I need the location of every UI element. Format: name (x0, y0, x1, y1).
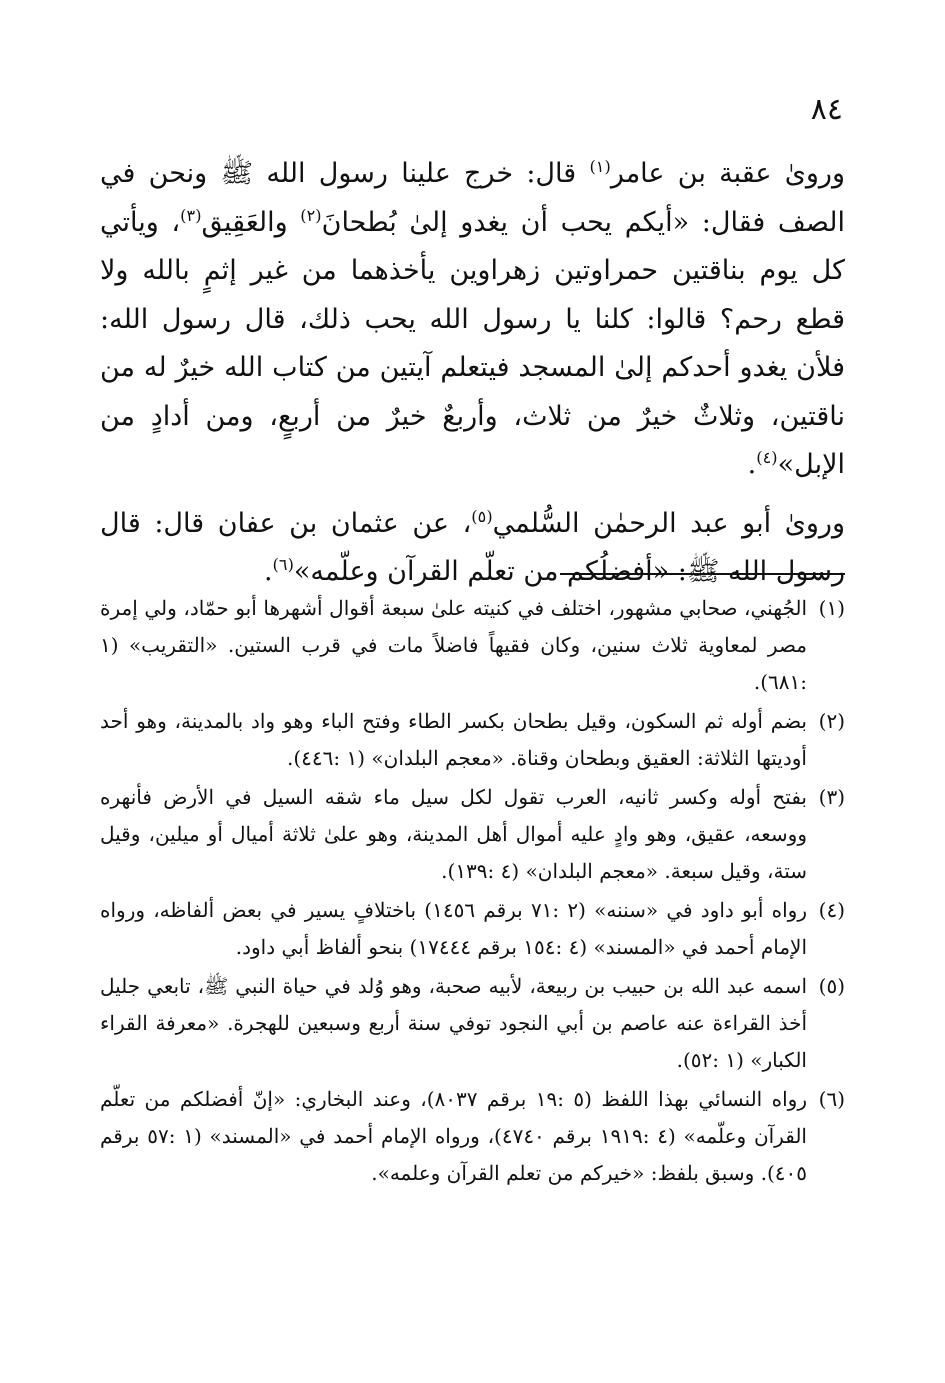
paragraph (100, 150, 845, 490)
footnote-ref: (٥) (471, 506, 493, 526)
footnote (100, 590, 845, 701)
footnote-ref: (٦) (272, 555, 294, 574)
footnote-number: (٥) (818, 974, 845, 998)
paragraph-text: . (747, 449, 757, 480)
footnote (100, 1081, 845, 1192)
footnote (100, 703, 845, 777)
footnote-text: الجُهني، صحابي مشهور، اختلف في كنيته علىٰ سبعة أقوال أشهرها أبو حمّاد، ولي إمرة مصر لمعاوية ثلاث سنين، وكان فقيهاً فاضلاً مات في قرب الستين. «التقريب» (١ :٦٨١). (100, 596, 807, 694)
footnote (100, 968, 845, 1079)
footnote-number: (١) (818, 596, 845, 620)
footnote (100, 779, 845, 890)
paragraph-text: والعَقِيق (201, 206, 301, 238)
paragraph-text: . (263, 556, 273, 587)
footnote-ref: (٣) (180, 205, 202, 225)
paragraph-text: قال: خرج علينا رسول الله ﷺ ونحن في الصف فقال: «أيكم يحب أن يغدو إلىٰ بُطحانَ (100, 158, 845, 238)
footnote-number: (٤) (818, 898, 845, 922)
footnote-number: (٣) (818, 785, 845, 809)
main-text (100, 150, 845, 607)
paragraph-text: ، ويأتي كل يوم بناقتين حمراوتين زهراوين يأخذهما من غير إثمٍ بالله ولا قطع رحم؟ قالوا: كلنا يا رسول الله يحب ذلك، قال رسول الله: فلأن يغدو أحدكم إلىٰ المسجد فيتعلم آيتين من كتاب الله خيرٌ له من ناقتين، وثلاثٌ خيرٌ من ثلاث، وأربعٌ خيرٌ من أربعٍ، ومن أدادٍ من الإبل» (100, 206, 845, 480)
page-number: ٨٤ (810, 92, 843, 127)
footnote-divider (560, 573, 845, 575)
footnote-text: رواه النسائي بهذا اللفظ (٥ :١٩ برقم ٨٠٣٧)، وعند البخاري: «إنّ أفضلكم من تعلّم القرآن وعلّمه» (٤ :١٩١٩ برقم ٤٧٤٠)، ورواه الإمام أحمد في «المسند» (١ :٥٧ برقم ٤٠٥). وسبق بلفظ: «خيركم من تعلم القرآن وعلمه». (100, 1087, 807, 1185)
footnote-ref: (١) (589, 157, 611, 176)
footnote-text: بضم أوله ثم السكون، وقيل بطحان بكسر الطاء وفتح الباء وهو واد بالمدينة، وهو أحد أوديتها الثلاثة: العقيق وبطحان وقناة. «معجم البلدان» (١ :٤٤٦). (100, 709, 807, 770)
footnote-ref: (٤) (756, 448, 778, 467)
paragraph-text: وروىٰ أبو عبد الرحمٰن السُّلمي (492, 507, 845, 539)
footnote-number: (٢) (818, 709, 845, 733)
paragraph (100, 500, 845, 597)
footnote-text: رواه أبو داود في «سننه» (٢ :٧١ برقم ١٤٥٦) باختلافٍ يسير في بعض ألفاظه، ورواه الإمام أحمد في «المسند» (٤ :١٥٤ برقم ١٧٤٤٤) بنحو ألفاظ أبي داود. (100, 898, 807, 959)
paragraph-text: وروىٰ عقبة بن عامر (610, 158, 845, 189)
footnote-ref: (٢) (300, 205, 322, 225)
paragraph-text: ، عن عثمان بن عفان قال: قال رسول الله ﷺ: «أفضلُكم من تعلّم القرآن وعلّمه» (100, 507, 845, 587)
footnote-text: اسمه عبد الله بن حبيب بن ربيعة، لأبيه صحبة، وهو وُلد في حياة النبي ﷺ، تابعي جليل أخذ القراءة عنه عاصم بن أبي النجود توفي سنة أربع وسبعين للهجرة. «معرفة القراء الكبار» (١ :٥٢). (100, 974, 807, 1072)
footnote-number: (٦) (818, 1087, 845, 1111)
footnote (100, 892, 845, 966)
footnotes (100, 590, 845, 1194)
footnote-text: بفتح أوله وكسر ثانيه، العرب تقول لكل سيل ماء شقه السيل في الأرض فأنهره ووسعه، عقيق، وهو وادٍ عليه أموال أهل المدينة، وهو علىٰ ثلاثة أميال أو ميلين، وقيل ستة، وقيل سبعة. «معجم البلدان» (٤ :١٣٩). (100, 785, 807, 883)
